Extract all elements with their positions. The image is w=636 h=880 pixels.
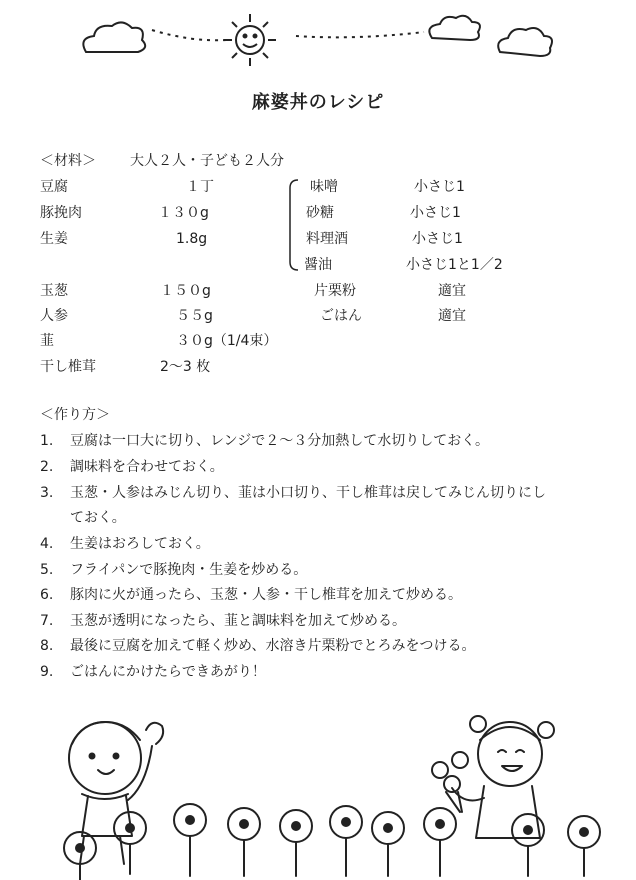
step-number: 5. <box>40 562 54 578</box>
dotted-line <box>152 30 226 40</box>
ingredient-amount: ５５g <box>176 308 213 324</box>
list-item-continuation <box>40 509 126 527</box>
boy-illustration <box>69 722 163 864</box>
seasoning-name: 味噌 <box>310 179 338 195</box>
ingredient-name: 豚挽肉 <box>40 205 82 221</box>
list-item <box>40 561 307 579</box>
list-item <box>40 458 224 476</box>
step-number: 6. <box>40 587 54 603</box>
flower-icon <box>64 832 96 880</box>
cloud-icon <box>498 28 552 56</box>
step-text: フライパンで豚挽肉・生姜を炒める。 <box>70 562 308 578</box>
seasoning-bracket <box>284 176 304 276</box>
method-heading: ＜作り方＞ <box>40 407 110 423</box>
flower-icon <box>372 812 404 876</box>
list-item <box>40 484 546 502</box>
ingredient-name: 片栗粉 <box>314 283 356 299</box>
flower-icon <box>568 816 600 876</box>
step-text: 調味料を合わせておく。 <box>70 459 224 475</box>
seasoning-name: 砂糖 <box>306 205 334 221</box>
step-text: 最後に豆腐を加えて軽く炒め、水溶き片栗粉でとろみをつける。 <box>70 638 476 654</box>
seasoning-name: 醤油 <box>304 257 332 273</box>
footer-illustration <box>0 700 636 880</box>
ingredient-amount: ３０g（1/4束） <box>176 333 278 349</box>
step-number: 9. <box>40 664 54 680</box>
flower-icon <box>512 814 544 876</box>
step-number: 8. <box>40 638 54 654</box>
flower-icon <box>174 804 206 876</box>
flower-icon <box>280 810 312 876</box>
ingredient-amount: １３０g <box>158 205 209 221</box>
ingredient-amount: 適宜 <box>438 283 466 299</box>
step-text: ごはんにかけたらできあがり！ <box>70 664 266 680</box>
flower-row <box>64 804 600 880</box>
flower-icon <box>228 808 260 876</box>
step-number: 1. <box>40 433 54 449</box>
step-text: 生姜はおろしておく。 <box>70 536 210 552</box>
seasoning-amount: 小さじ1 <box>410 205 461 221</box>
seasoning-name: 料理酒 <box>306 231 348 247</box>
step-text: 豚肉に火が通ったら、玉葱・人参・干し椎茸を加えて炒める。 <box>70 587 462 603</box>
list-item <box>40 535 210 553</box>
seasoning-amount: 小さじ1と1／2 <box>406 257 503 273</box>
ingredient-name: 干し椎茸 <box>40 359 96 375</box>
ingredient-amount: 2～3 枚 <box>160 359 211 375</box>
page-title: 麻婆丼のレシピ <box>251 92 385 113</box>
list-item <box>40 637 475 655</box>
header-illustration <box>0 0 636 70</box>
cloud-icon <box>429 16 480 40</box>
flower-bouquet <box>432 752 468 812</box>
seasoning-amount: 小さじ1 <box>412 231 463 247</box>
list-item <box>40 586 462 604</box>
ingredient-name: ごはん <box>320 308 362 324</box>
step-text: 玉葱・人参はみじん切り、韮は小口切り、干し椎茸は戻してみじん切りにし <box>70 485 546 501</box>
step-number: 2. <box>40 459 54 475</box>
step-text: 豆腐は一口大に切り、レンジで２～３分加熱して水切りしておく。 <box>70 433 490 449</box>
ingredient-name: 韮 <box>40 333 54 349</box>
ingredient-amount: 1.8g <box>176 231 208 247</box>
ingredient-name: 人参 <box>40 308 68 324</box>
list-item <box>40 663 266 681</box>
seasoning-amount: 小さじ1 <box>414 179 465 195</box>
cloud-icon <box>83 22 145 52</box>
list-item <box>40 432 489 450</box>
flower-icon <box>330 806 362 876</box>
step-number: 3. <box>40 485 54 501</box>
ingredient-amount: 適宜 <box>438 308 466 324</box>
list-item <box>40 612 406 630</box>
servings-text: 大人２人・子ども２人分 <box>130 153 284 169</box>
sun-icon <box>224 14 276 66</box>
step-text: ておく。 <box>70 510 126 526</box>
ingredient-amount: １５０g <box>160 283 211 299</box>
ingredient-amount: １丁 <box>186 179 214 195</box>
ingredient-name: 生姜 <box>40 231 68 247</box>
dotted-line <box>296 32 424 37</box>
step-number: 7. <box>40 613 54 629</box>
step-text: 玉葱が透明になったら、韮と調味料を加えて炒める。 <box>70 613 406 629</box>
flower-icon <box>424 808 456 876</box>
step-number: 4. <box>40 536 54 552</box>
ingredient-name: 豆腐 <box>40 179 68 195</box>
ingredient-name: 玉葱 <box>40 283 68 299</box>
girl-illustration <box>452 716 554 838</box>
ingredients-heading: ＜材料＞ <box>40 153 96 169</box>
